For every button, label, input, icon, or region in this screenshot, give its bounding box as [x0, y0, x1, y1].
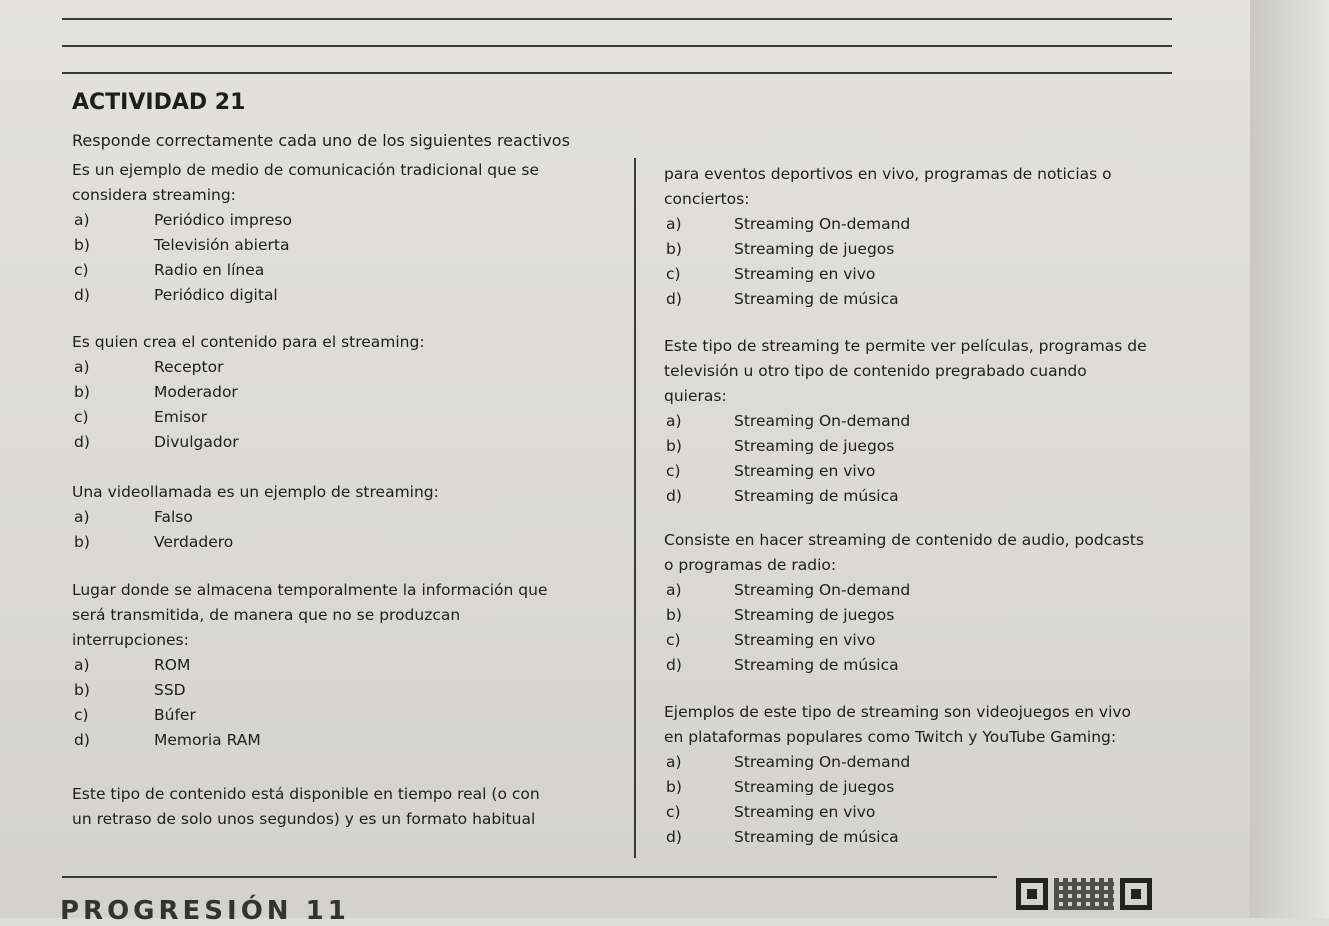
- option-letter: d): [666, 487, 682, 505]
- option-letter: c): [666, 803, 681, 821]
- option-letter: d): [74, 286, 90, 304]
- question-stem-line: televisión u otro tipo de contenido pregrabado cuando: [664, 362, 1087, 380]
- answer-line-1: [62, 18, 1172, 20]
- option-text: Moderador: [154, 383, 238, 401]
- option-letter: d): [666, 290, 682, 308]
- option-letter: c): [74, 408, 89, 426]
- answer-option: [72, 405, 425, 430]
- option-letter: c): [666, 631, 681, 649]
- option-letter: d): [74, 731, 90, 749]
- option-text: Streaming de música: [734, 656, 899, 674]
- question-creador-contenido: [72, 330, 425, 455]
- question-stem-line: Es quien crea el contenido para el streaming:: [72, 333, 425, 351]
- option-letter: a): [74, 358, 90, 376]
- option-letter: a): [74, 656, 90, 674]
- question-tiempo-real-continuacion: [664, 162, 1112, 312]
- answer-option: [72, 505, 439, 530]
- answer-option: [72, 728, 548, 753]
- footer-rule: [62, 876, 997, 878]
- answer-option: [664, 459, 1147, 484]
- question-stem-line: Una videollamada es un ejemplo de streaming:: [72, 483, 439, 501]
- option-letter: b): [666, 240, 682, 258]
- question-stem-line: interrupciones:: [72, 631, 189, 649]
- option-text: Receptor: [154, 358, 224, 376]
- option-letter: c): [666, 265, 681, 283]
- question-stem-line: Consiste en hacer streaming de contenido de audio, podcasts: [664, 531, 1144, 549]
- option-text: Streaming de juegos: [734, 778, 895, 796]
- option-text: Televisión abierta: [154, 236, 290, 254]
- qr-finder-right: [1120, 878, 1152, 910]
- option-letter: a): [666, 753, 682, 771]
- option-letter: b): [74, 236, 90, 254]
- option-text: Streaming de música: [734, 828, 899, 846]
- option-letter: d): [666, 656, 682, 674]
- answer-option: [664, 628, 1144, 653]
- question-audio: [664, 528, 1144, 678]
- answer-option: [664, 578, 1144, 603]
- answer-option: [664, 434, 1147, 459]
- answer-option: [72, 208, 539, 233]
- option-text: Streaming en vivo: [734, 631, 876, 649]
- answer-option: [72, 258, 539, 283]
- question-tiempo-real: [72, 782, 540, 832]
- answer-option: [664, 409, 1147, 434]
- question-stem-line: quieras:: [664, 387, 727, 405]
- answer-option: [72, 653, 548, 678]
- option-letter: b): [74, 533, 90, 551]
- answer-option: [72, 703, 548, 728]
- qr-code-icon: [1016, 878, 1164, 918]
- question-stem-line: Ejemplos de este tipo de streaming son videojuegos en vivo: [664, 703, 1132, 721]
- option-letter: d): [666, 828, 682, 846]
- option-letter: d): [74, 433, 90, 451]
- question-almacenamiento: [72, 578, 548, 753]
- question-stem-line: considera streaming:: [72, 186, 236, 204]
- option-text: Streaming en vivo: [734, 462, 876, 480]
- question-medio-tradicional: [72, 158, 539, 308]
- answer-option: [664, 775, 1131, 800]
- option-text: Streaming On-demand: [734, 753, 911, 771]
- question-stem-line: conciertos:: [664, 190, 750, 208]
- answer-option: [72, 355, 425, 380]
- question-on-demand: [664, 334, 1147, 509]
- answer-option: [664, 800, 1131, 825]
- answer-option: [72, 678, 548, 703]
- option-text: Streaming On-demand: [734, 412, 911, 430]
- question-stem-line: Es un ejemplo de medio de comunicación tradicional que se: [72, 161, 540, 179]
- option-letter: b): [74, 383, 90, 401]
- page-edge-shadow: [1250, 0, 1329, 918]
- activity-title: ACTIVIDAD 21: [72, 90, 246, 115]
- question-stem-line: Lugar donde se almacena temporalmente la información que: [72, 581, 548, 599]
- answer-option: [664, 212, 1112, 237]
- option-text: Radio en línea: [154, 261, 265, 279]
- option-text: Búfer: [154, 706, 196, 724]
- option-text: Periódico digital: [154, 286, 278, 304]
- option-text: SSD: [154, 681, 186, 699]
- question-stem-line: en plataformas populares como Twitch y YouTube Gaming:: [664, 728, 1117, 746]
- answer-option: [664, 287, 1112, 312]
- option-letter: a): [666, 581, 682, 599]
- answer-line-3: [62, 72, 1172, 74]
- answer-line-2: [62, 45, 1172, 47]
- option-text: Streaming de juegos: [734, 240, 895, 258]
- instructions-text: Responde correctamente cada uno de los siguientes reactivos: [72, 131, 570, 150]
- option-text: Streaming de música: [734, 487, 899, 505]
- option-text: Streaming de música: [734, 290, 899, 308]
- option-text: Streaming de juegos: [734, 606, 895, 624]
- qr-modules: [1054, 878, 1114, 910]
- option-letter: a): [666, 412, 682, 430]
- option-text: Verdadero: [154, 533, 234, 551]
- question-videojuegos: [664, 700, 1131, 850]
- answer-option: [664, 262, 1112, 287]
- option-letter: c): [74, 706, 89, 724]
- option-letter: b): [666, 778, 682, 796]
- option-text: ROM: [154, 656, 191, 674]
- option-letter: c): [74, 261, 89, 279]
- answer-option: [72, 283, 539, 308]
- question-stem-line: Este tipo de contenido está disponible en tiempo real (o con: [72, 785, 540, 803]
- footer-progression-label: PROGRESIÓN 11: [60, 896, 350, 926]
- option-text: Streaming On-demand: [734, 581, 911, 599]
- answer-option: [664, 750, 1131, 775]
- option-text: Streaming On-demand: [734, 215, 911, 233]
- option-letter: a): [666, 215, 682, 233]
- option-text: Emisor: [154, 408, 208, 426]
- question-stem-line: un retraso de solo unos segundos) y es un formato habitual: [72, 810, 536, 828]
- option-letter: c): [666, 462, 681, 480]
- option-text: Periódico impreso: [154, 211, 292, 229]
- option-letter: a): [74, 508, 90, 526]
- option-text: Streaming en vivo: [734, 265, 876, 283]
- answer-option: [664, 484, 1147, 509]
- answer-option: [664, 653, 1144, 678]
- column-divider: [634, 158, 636, 858]
- option-letter: b): [74, 681, 90, 699]
- option-text: Streaming de juegos: [734, 437, 895, 455]
- option-text: Falso: [154, 508, 193, 526]
- option-letter: b): [666, 437, 682, 455]
- question-videollamada: [72, 480, 439, 555]
- question-stem-line: o programas de radio:: [664, 556, 837, 574]
- option-letter: a): [74, 211, 90, 229]
- question-stem-line: Este tipo de streaming te permite ver películas, programas de: [664, 337, 1147, 355]
- question-stem-line: será transmitida, de manera que no se produzcan: [72, 606, 461, 624]
- qr-finder-left: [1016, 878, 1048, 910]
- answer-option: [664, 603, 1144, 628]
- option-text: Streaming en vivo: [734, 803, 876, 821]
- option-text: Divulgador: [154, 433, 239, 451]
- option-letter: b): [666, 606, 682, 624]
- answer-option: [664, 237, 1112, 262]
- question-stem-line: para eventos deportivos en vivo, programas de noticias o: [664, 165, 1112, 183]
- answer-option: [72, 430, 425, 455]
- answer-option: [72, 530, 439, 555]
- option-text: Memoria RAM: [154, 731, 261, 749]
- answer-option: [664, 825, 1131, 850]
- answer-option: [72, 233, 539, 258]
- answer-option: [72, 380, 425, 405]
